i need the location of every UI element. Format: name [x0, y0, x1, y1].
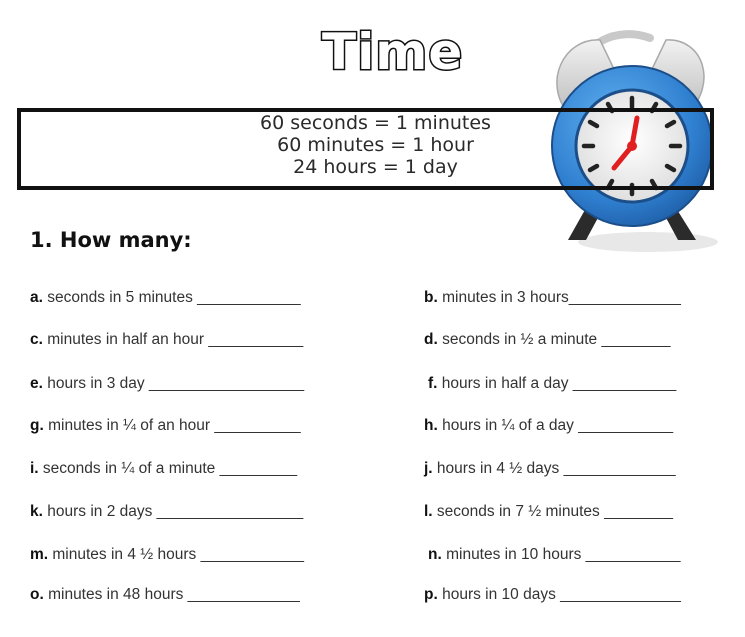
conversion-line: 60 minutes = 1 hour — [277, 134, 474, 156]
question-j — [424, 459, 676, 479]
question-letter: m. — [30, 546, 49, 563]
question-l — [424, 502, 673, 522]
question-letter: d. — [424, 331, 438, 348]
question-h — [424, 416, 673, 436]
question-o — [30, 585, 300, 605]
question-letter: h. — [424, 417, 438, 434]
question-text: hours in half a day — [437, 375, 573, 392]
question-text: minutes in 4 ½ hours — [48, 546, 201, 563]
question-text: seconds in ¼ of a minute — [38, 460, 220, 477]
question-text: seconds in 5 minutes — [42, 289, 198, 306]
conversion-line: 60 seconds = 1 minutes — [260, 112, 491, 134]
page-title: Time — [322, 23, 464, 81]
answer-blank[interactable]: ________ — [601, 331, 671, 348]
question-letter: l. — [424, 503, 433, 520]
section-heading: 1. How many: — [30, 228, 192, 252]
answer-blank[interactable]: __________ — [214, 417, 301, 434]
answer-blank[interactable]: ___________ — [585, 546, 681, 563]
question-n — [428, 545, 681, 565]
answer-blank[interactable]: ___________ — [208, 331, 304, 348]
question-b — [424, 288, 681, 308]
question-c — [30, 330, 303, 350]
answer-blank[interactable]: ____________ — [197, 289, 301, 306]
question-e — [30, 374, 304, 394]
question-d — [424, 330, 670, 350]
question-text: minutes in half an hour — [42, 331, 209, 348]
answer-blank[interactable]: _____________ — [563, 460, 676, 477]
answer-blank[interactable]: ____________ — [200, 546, 305, 563]
question-letter: b. — [424, 289, 438, 306]
answer-blank[interactable]: _____________ — [187, 586, 300, 603]
question-letter: c. — [30, 331, 43, 348]
question-letter: e. — [30, 375, 43, 392]
question-text: minutes in 48 hours — [43, 586, 188, 603]
question-text: hours in 2 days — [42, 503, 157, 520]
question-p — [424, 585, 681, 605]
question-g — [30, 416, 301, 436]
question-text: hours in ¼ of a day — [437, 417, 579, 434]
question-letter: o. — [30, 586, 44, 603]
answer-blank[interactable]: __________________ — [148, 375, 305, 392]
answer-blank[interactable]: ______________ — [560, 586, 681, 603]
question-f — [428, 374, 676, 394]
question-text: seconds in 7 ½ minutes — [432, 503, 605, 520]
question-text: minutes in ¼ of an hour — [43, 417, 215, 434]
answer-blank[interactable]: _________________ — [156, 503, 304, 520]
question-letter: n. — [428, 546, 442, 563]
question-letter: p. — [424, 586, 438, 603]
question-a — [30, 288, 301, 308]
conversion-list — [17, 112, 714, 178]
question-k — [30, 502, 303, 522]
question-letter: i. — [30, 460, 39, 477]
question-letter: a. — [30, 289, 43, 306]
answer-blank[interactable]: ________ — [604, 503, 674, 520]
answer-blank[interactable]: ___________ — [578, 417, 674, 434]
question-text: hours in 4 ½ days — [432, 460, 564, 477]
question-text: seconds in ½ a minute — [437, 331, 602, 348]
question-i — [30, 459, 297, 479]
question-letter: g. — [30, 417, 44, 434]
answer-blank[interactable]: _________ — [219, 460, 298, 477]
question-text: hours in 3 day — [42, 375, 149, 392]
question-text: minutes in 10 hours — [441, 546, 586, 563]
question-letter: f. — [428, 375, 438, 392]
question-letter: k. — [30, 503, 43, 520]
question-letter: j. — [424, 460, 433, 477]
answer-blank[interactable]: _____________ — [568, 289, 681, 306]
question-text: hours in 10 days — [437, 586, 561, 603]
question-text: minutes in 3 hours — [437, 289, 569, 306]
answer-blank[interactable]: ____________ — [572, 375, 677, 392]
question-m — [30, 545, 304, 565]
conversion-line: 24 hours = 1 day — [293, 156, 458, 178]
